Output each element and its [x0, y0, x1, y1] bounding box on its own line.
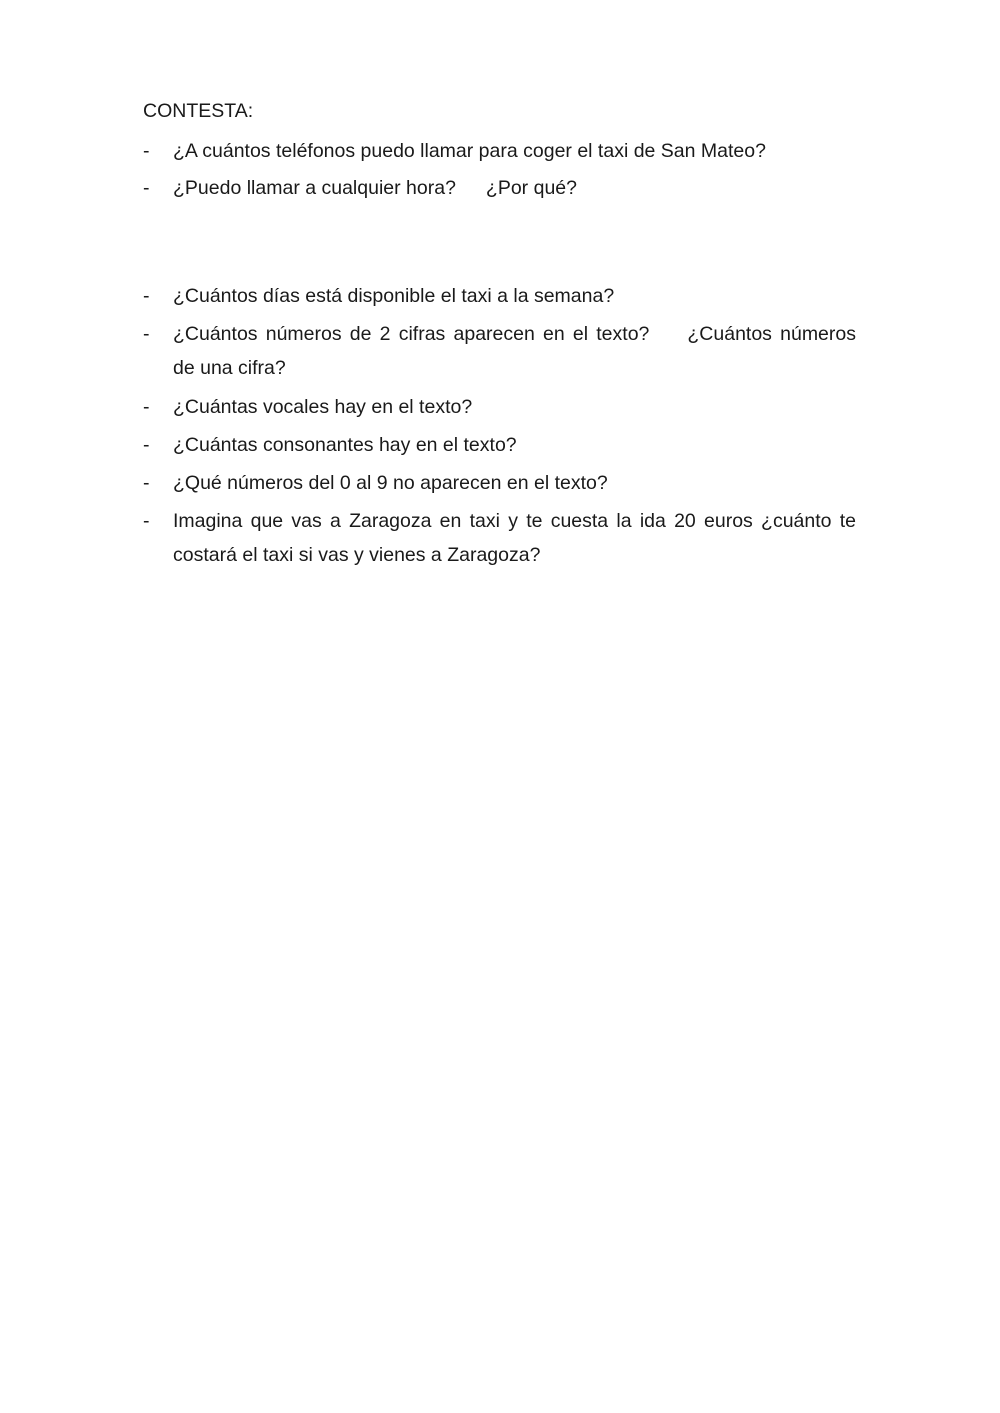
bullet-dash: -: [143, 177, 150, 199]
question-text: ¿Cuántas vocales hay en el texto?: [173, 396, 473, 418]
question-text: ¿Cuántas consonantes hay en el texto?: [173, 434, 517, 456]
question-item: [143, 390, 856, 424]
question-item: [143, 317, 856, 385]
question-followup-text: ¿Cuántos números de una cifra?: [173, 323, 856, 379]
question-text: ¿A cuántos teléfonos puedo llamar para coger el taxi de San Mateo?: [173, 140, 766, 162]
question-text: Imagina que vas a Zaragoza en taxi y te cuesta la ida 20 euros ¿cuánto te costará el taxi si vas y vienes a Zaragoza?: [173, 510, 856, 566]
bullet-dash: -: [143, 285, 150, 307]
bullet-dash: -: [143, 510, 150, 532]
question-item: [143, 134, 856, 168]
question-item: [143, 171, 856, 205]
question-item: [143, 466, 856, 500]
bullet-dash: -: [143, 323, 150, 345]
bullet-dash: -: [143, 396, 150, 418]
page-heading: CONTESTA:: [143, 100, 254, 122]
question-text: ¿Cuántos números de 2 cifras aparecen en el texto?: [173, 323, 650, 345]
bullet-dash: -: [143, 472, 150, 494]
question-text: ¿Qué números del 0 al 9 no aparecen en el texto?: [173, 472, 608, 494]
question-item: [143, 279, 856, 313]
question-text: ¿Puedo llamar a cualquier hora?: [173, 177, 456, 199]
question-item: [143, 504, 856, 572]
question-followup-text: ¿Por qué?: [485, 177, 577, 199]
bullet-dash: -: [143, 434, 150, 456]
bullet-dash: -: [143, 140, 150, 162]
question-item: [143, 428, 856, 462]
question-text: ¿Cuántos días está disponible el taxi a la semana?: [173, 285, 615, 307]
